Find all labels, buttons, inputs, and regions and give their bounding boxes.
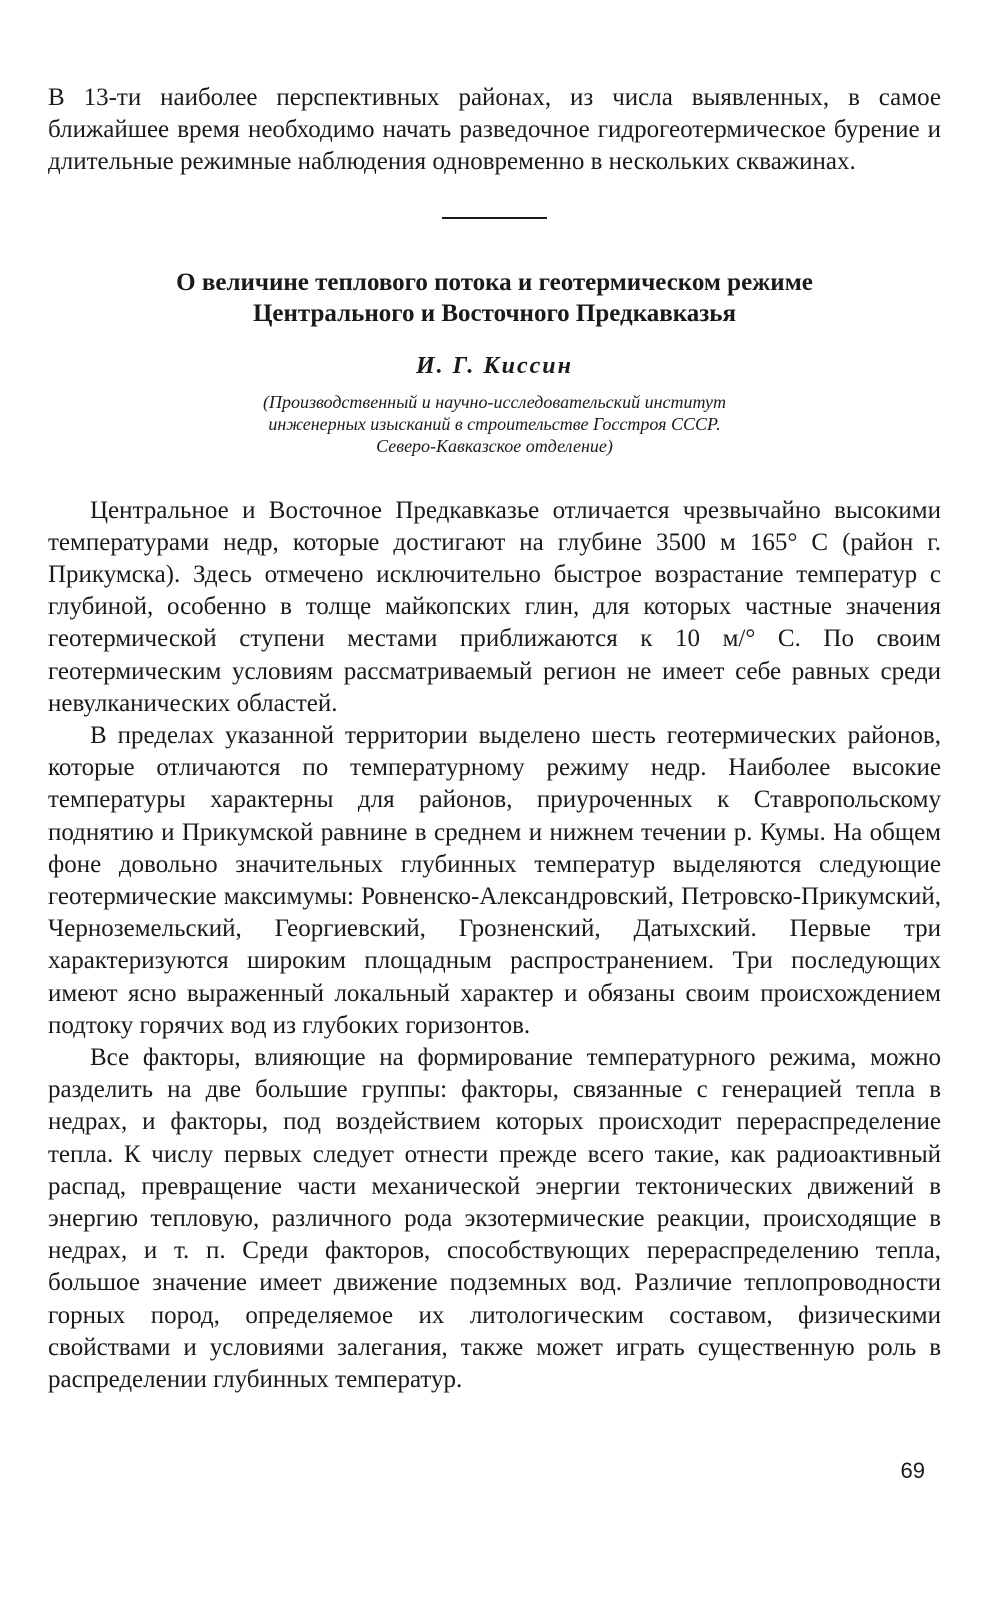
article-title-line-1: О величине теплового потока и геотермическом режиме	[176, 268, 813, 296]
article-title	[48, 267, 941, 329]
affiliation-line-1: (Производственный и научно-исследовательский институт	[262, 391, 727, 412]
section-divider	[442, 217, 547, 219]
affiliation-line-2: инженерных изысканий в строительстве Госстроя СССР.	[268, 413, 721, 434]
body-paragraph-3: Все факторы, влияющие на формирование температурного режима, можно разделить на две большие группы: факторы, связанные с генерацией тепла в недрах, и факторы, под воздействием которых происходит перераспределение тепла. К числу первых следует отнести прежде всего такие, как радиоактивный распад, превращение части механической энергии тектонических движений в энергию тепловую, различного рода экзотермические реакции, происходящие в недрах, и т. п. Среди факторов, способствующих перераспределению тепла, большое значение имеет движение подземных вод. Различие теплопроводности горных пород, определяемое их литологическим составом, физическими свойствами и условиями залегания, также может играть существенную роль в распределении глубинных температур.	[48, 1044, 941, 1394]
body-paragraph-2: В пределах указанной территории выделено шесть геотермических районов, которые отличаются по температурному режиму недр. Наиболее высокие температуры характерны для районов, приуроченных к Ставропольскому поднятию и Прикумской равнине в среднем и нижнем течении р. Кумы. На общем фоне довольно значительных глубинных температур выделяются следующие геотермические максимумы: Ровненско-Александровский, Петровско-Прикумский, Черноземельский, Георгиевский, Грозненский, Датыхский. Первые три характеризуются широким площадным распространением. Три последующих имеют ясно выраженный локальный характер и обязаны своим происхождением подтоку горячих вод из глубоких горизонтов.	[48, 722, 941, 1039]
body-paragraph-1: Центральное и Восточное Предкавказье отличается чрезвычайно высокими температурами недр, которые достигают на глубине 3500 м 165° С (район г. Прикумска). Здесь отмечено исключительно быстрое возрастание температур с глубиной, особенно в толще майкопских глин, для которых частные значения геотермической ступени местами приближаются к 10 м/° С. По своим геотермическим условиям рассматриваемый регион не имеет себе равных среди невулканических областей.	[48, 496, 941, 717]
page-content	[48, 82, 941, 1396]
intro-paragraph: В 13-ти наиболее перспективных районах, из числа выявленных, в самое ближайшее время необходимо начать разведочное гидрогеотермическое бурение и длительные режимные наблюдения одновременно в нескольких скважинах.	[48, 84, 941, 176]
article-title-line-2: Центрального и Восточного Предкавказья	[252, 299, 737, 327]
article-author: И. Г. Киссин	[416, 352, 573, 379]
page-number: 69	[900, 1458, 925, 1483]
article-body	[48, 495, 941, 1397]
author-affiliation	[185, 391, 805, 457]
affiliation-line-3: Северо-Кавказское отделение)	[376, 435, 613, 456]
